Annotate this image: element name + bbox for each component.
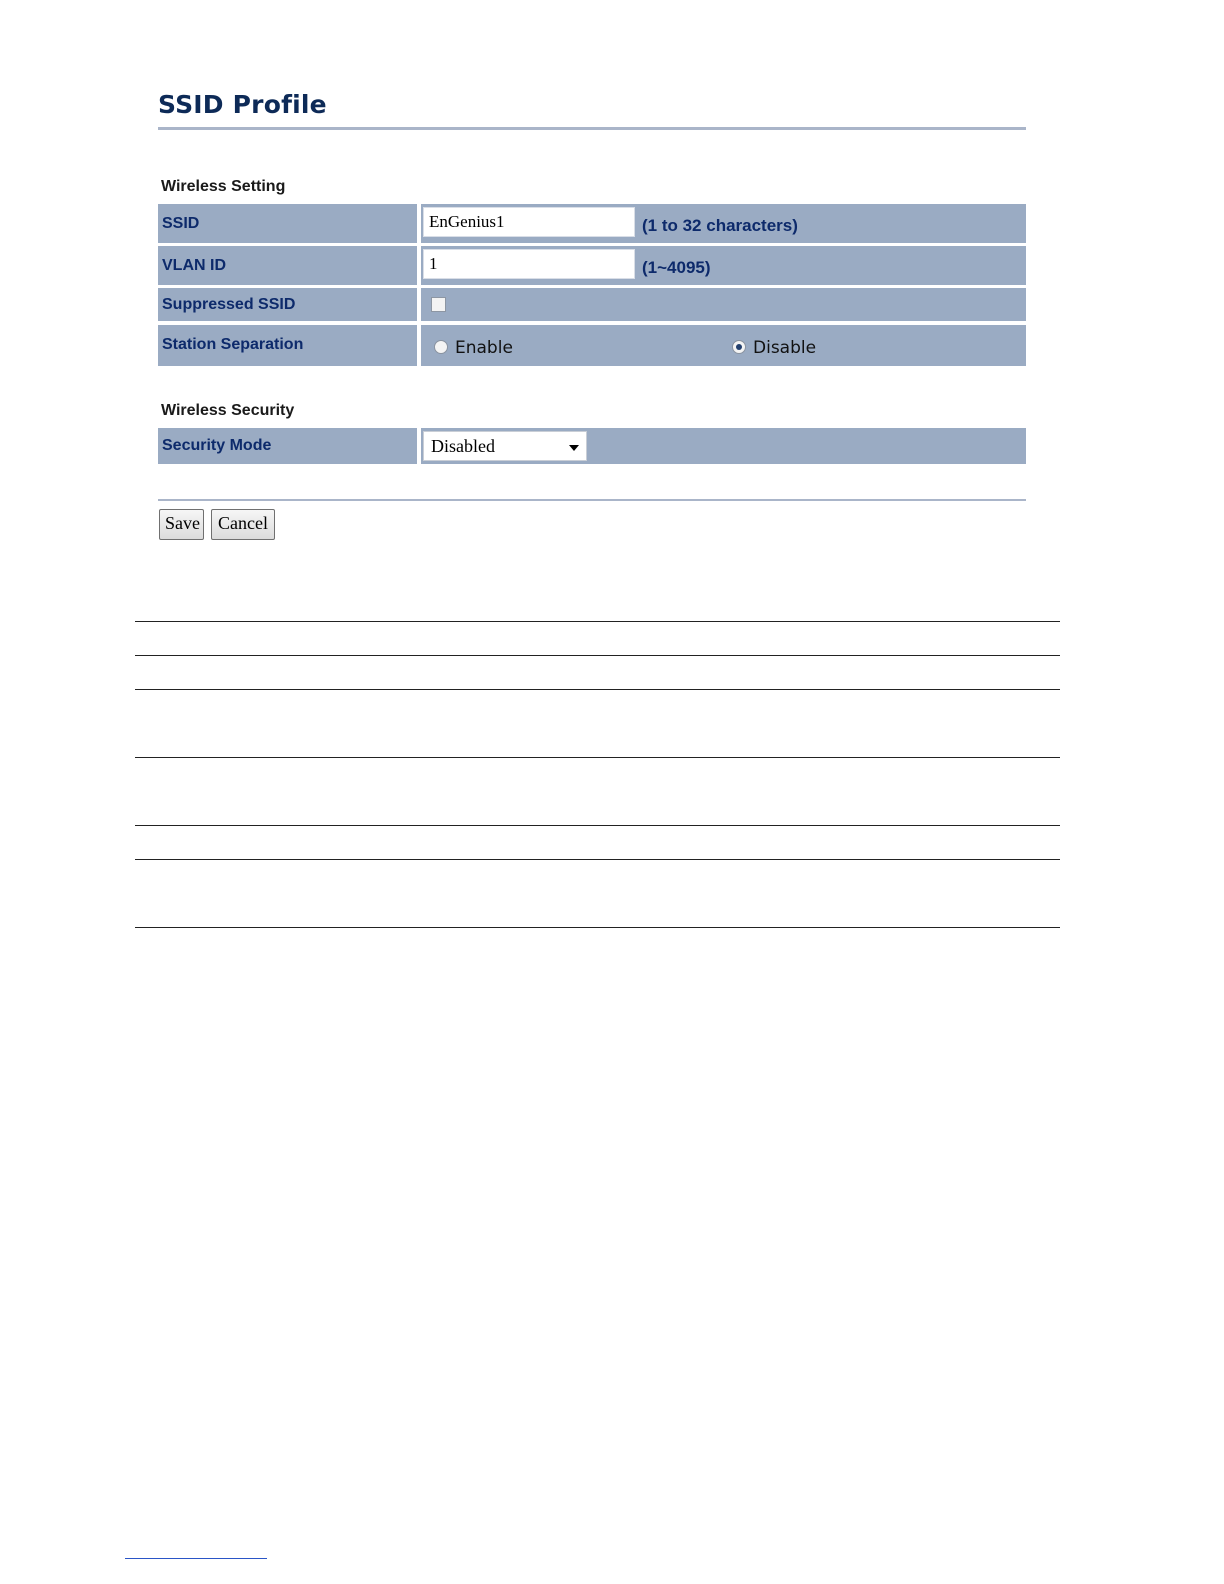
ssid-row: [158, 204, 1026, 243]
suppressed-ssid-value-cell: [421, 288, 1026, 321]
station-separation-row: [158, 325, 1026, 366]
document-table-rule: [135, 927, 1060, 928]
enable-radio[interactable]: [434, 340, 448, 354]
cancel-button[interactable]: Cancel: [211, 509, 275, 540]
document-table-rule: [135, 621, 1060, 622]
ssid-input[interactable]: EnGenius1: [423, 207, 635, 237]
vlan-id-row: [158, 246, 1026, 285]
suppressed-ssid-row: [158, 288, 1026, 321]
document-table-rule: [135, 825, 1060, 826]
document-table-rule: [135, 689, 1060, 690]
section-label-wireless-security: Wireless Security: [161, 402, 295, 419]
ssid-value-cell: [421, 204, 1026, 243]
document-table-rule: [135, 655, 1060, 656]
form-bottom-divider: [158, 499, 1026, 501]
ssid-label: SSID: [158, 204, 417, 243]
document-table-rule: [135, 757, 1060, 758]
security-mode-row: [158, 428, 1026, 464]
page-title: SSID Profile: [158, 90, 327, 119]
security-mode-value-cell: [421, 428, 1026, 464]
vlan-id-input[interactable]: 1: [423, 249, 635, 279]
station-separation-value-cell: [421, 325, 1026, 366]
suppressed-ssid-checkbox[interactable]: [431, 297, 446, 312]
enable-radio-label: Enable: [455, 338, 513, 358]
disable-radio[interactable]: [732, 340, 746, 354]
vlan-id-label: VLAN ID: [158, 246, 417, 285]
footer-link-underline: [125, 1558, 267, 1559]
chevron-down-icon: [569, 445, 579, 451]
document-table-rule: [135, 859, 1060, 860]
ssid-hint: (1 to 32 characters): [642, 216, 798, 235]
disable-radio-label: Disable: [753, 338, 817, 358]
section-label-wireless-setting: Wireless Setting: [161, 178, 286, 195]
vlan-id-value-cell: [421, 246, 1026, 285]
security-mode-label: Security Mode: [158, 428, 417, 464]
title-divider: [158, 127, 1026, 130]
vlan-id-hint: (1~4095): [642, 258, 711, 277]
security-mode-select[interactable]: [423, 431, 587, 461]
suppressed-ssid-label: Suppressed SSID: [158, 288, 417, 321]
station-separation-label: Station Separation: [158, 325, 417, 366]
security-mode-selected-value: Disabled: [431, 436, 495, 456]
save-button[interactable]: Save: [159, 509, 204, 540]
